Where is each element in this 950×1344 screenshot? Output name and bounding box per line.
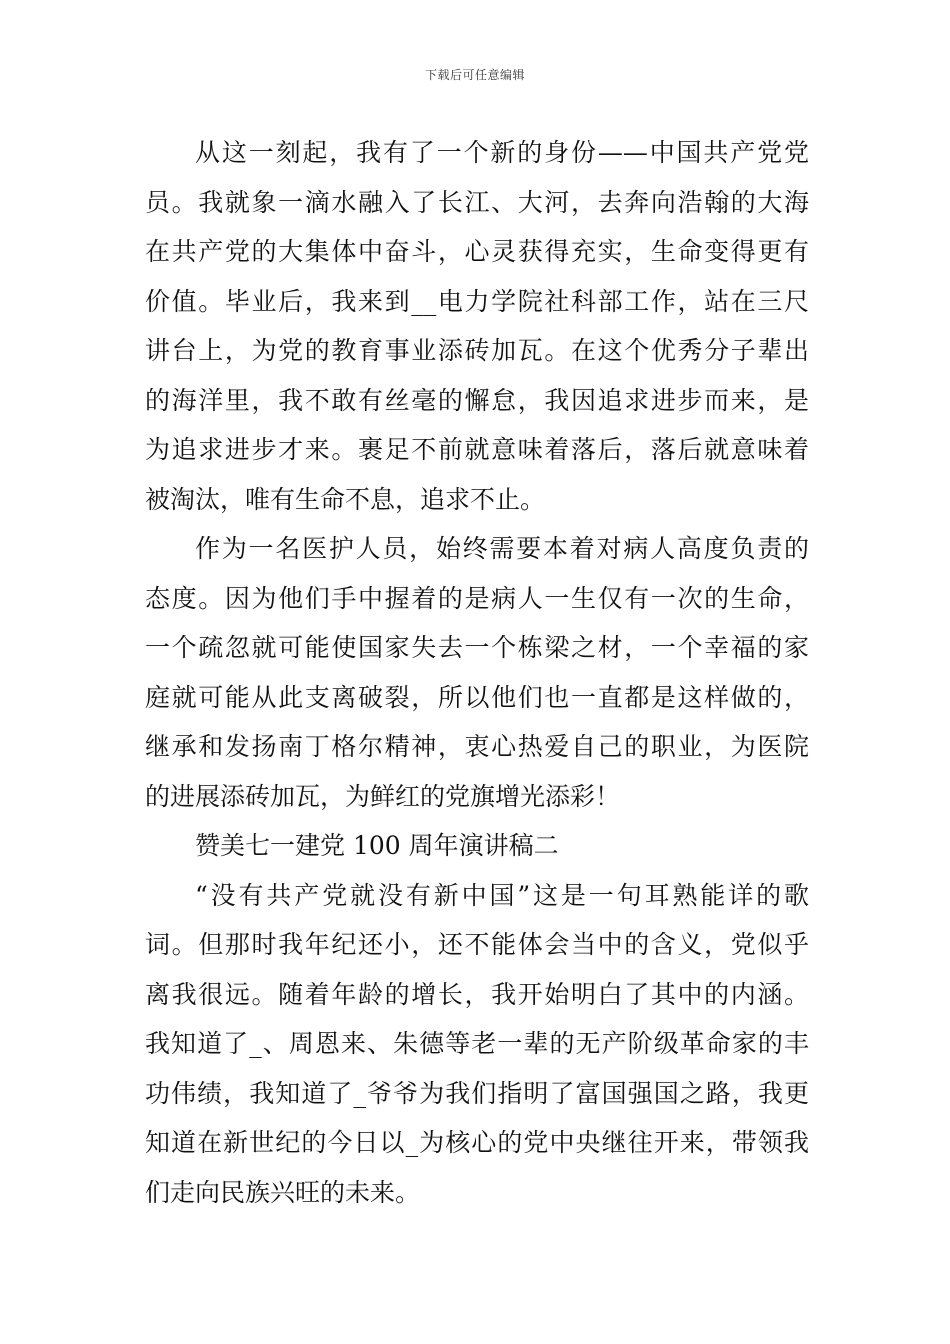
text-line: 在共产党的大集体中奋斗，心灵获得充实，生命变得更有 [145, 237, 809, 266]
text-line: 作为一名医护人员，始终需要本着对病人高度负责的 [195, 534, 809, 563]
header-note: 下载后可任意编辑 [424, 68, 525, 82]
text-line: 功伟绩，我知道了_爷爷为我们指明了富国强国之路，我更 [145, 1078, 809, 1108]
text-line: 我知道了_、周恩来、朱德等老一辈的无产阶级革命家的丰 [145, 1029, 809, 1058]
text-line: 态度。因为他们手中握着的是病人一生仅有一次的生命， [145, 583, 809, 613]
text-line: 知道在新世纪的今日以_为核心的党中央继往开来，带领我 [145, 1128, 809, 1157]
text-line: 为追求进步才来。裹足不前就意味着落后，落后就意味着 [145, 435, 809, 464]
text-line: 庭就可能从此支离破裂，所以他们也一直都是这样做的， [145, 682, 809, 712]
section-title-text: 赞美七一建党 100 周年演讲稿二 [195, 831, 559, 860]
text-line: 员。我就象一滴水融入了长江、大河，去奔向浩翰的大海 [145, 187, 809, 217]
text-line: 被淘汰，唯有生命不息，追求不止。 [145, 484, 546, 514]
text-line: 价值。毕业后，我来到__电力学院社科部工作，站在三尺 [145, 286, 809, 316]
text-line: 的海洋里，我不敢有丝毫的懈怠，我因追求进步而来，是 [145, 385, 809, 415]
paragraph [145, 128, 809, 524]
text-line: 词。但那时我年纪还小，还不能体会当中的含义，党似乎 [145, 930, 809, 959]
text-line: 离我很远。随着年龄的增长，我开始明白了其中的内涵。 [145, 979, 809, 1009]
section-title [145, 821, 809, 871]
text-line: 从这一刻起，我有了一个新的身份——中国共产党党 [195, 138, 809, 167]
text-line: 的进展添砖加瓦，为鲜红的党旗增光添彩！ [145, 781, 621, 811]
paragraph [145, 524, 809, 821]
text-line: “没有共产党就没有新中国”这是一句耳熟能详的歌 [195, 880, 809, 910]
text-line: 继承和发扬南丁格尔精神，衷心热爱自己的职业，为医院 [145, 732, 809, 761]
text-line: 们走向民族兴旺的未来。 [145, 1177, 421, 1207]
text-line: 一个疏忽就可能使国家失去一个栋梁之材，一个幸福的家 [145, 633, 809, 662]
document-body [145, 128, 809, 1217]
paragraph [145, 871, 809, 1218]
text-line: 讲台上，为党的教育事业添砖加瓦。在这个优秀分子辈出 [145, 336, 809, 365]
